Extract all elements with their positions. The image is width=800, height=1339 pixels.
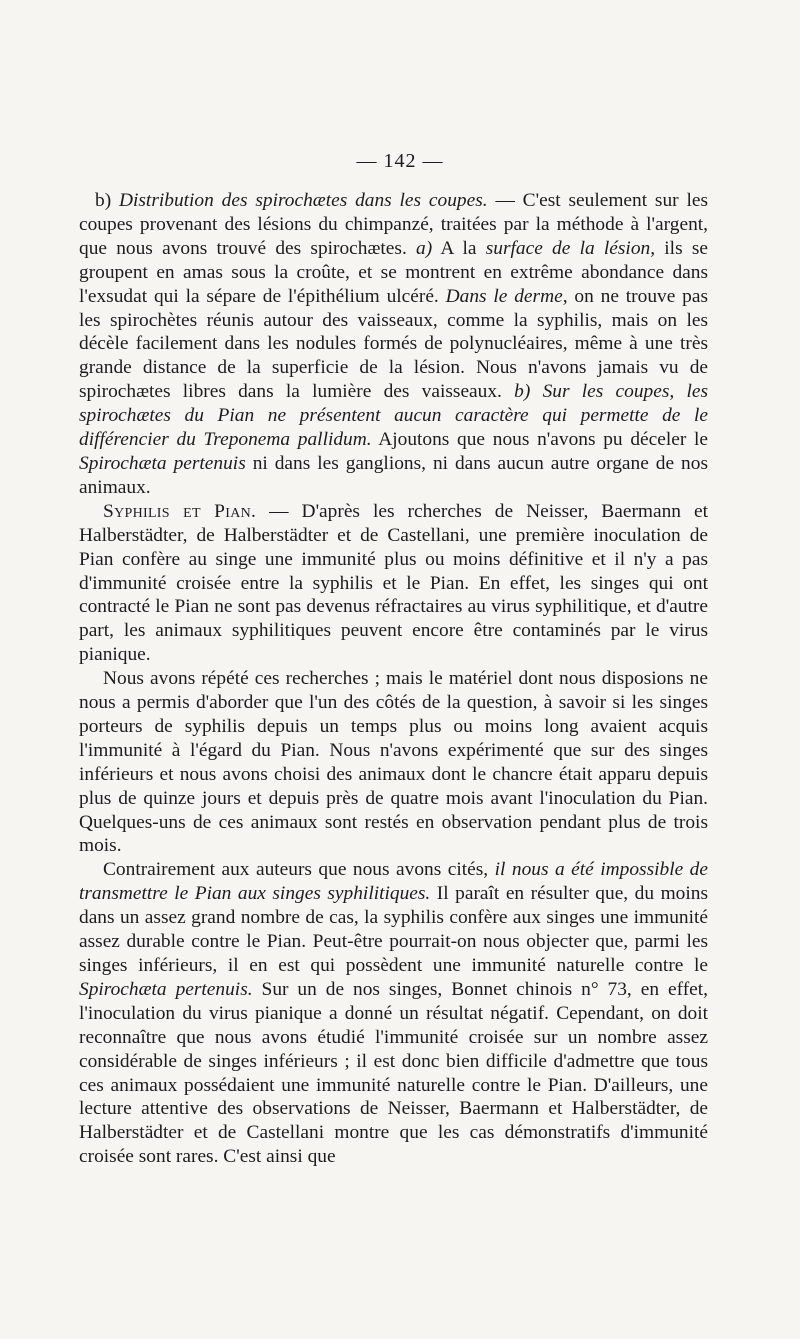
emphasis-spirochaeta: Spirochæta pertenuis [79,452,246,474]
page-number: — 142 — [356,150,444,172]
text-run: Il paraît en résulter que, du moins dans un assez grand nombre de cas, la syphilis confère aux singes une immunité assez durable contre le Pian. Peut-être pourrait-on nous objecter que, parmi les singes inférieurs, il en est qui possèdent une immunité naturelle contre le [79,883,708,976]
text-run: Ajoutons que nous n'avons pu déceler le [371,429,708,451]
emphasis-impossible: il nous a été impossible de transmettre le Pian aux singes syphilitiques. [79,859,708,905]
text-run: — C'est seulement sur les coupes provenant des lésions du chimpanzé, traitées par la méthode à l'argent, que nous avons trouvé des spirochætes. [79,190,708,259]
text-run: on ne trouve pas les spirochètes réunis autour des vaisseaux, comme la syphilis, mais on les décèle facilement dans les nodules formés de polynucléaires, même à une très grande distance de la superficie de la lésion. Nous n'avons jamais vu de spirochætes libres dans la lumière des vaisseaux. [79,285,709,403]
section-heading-distribution: Distribution des spirochætes dans les coupes. [119,190,488,211]
paragraph-contrairement [79,858,708,1169]
text-run: Contrairement aux auteurs que nous avons cités, [103,859,495,881]
body-text [79,189,708,1169]
text-run: — D'après les rcherches de Neisser, Baermann et Halberstädter, de Halberstädter et de Castellani, une première inoculation de Pian confère au singe une immunité plus ou moins définitive et il n'y a pas d'immunité croisée entre la syphilis et le Pian. En effet, les singes qui ont contracté le Pian ne sont pas devenus réfractaires au virus syphilitique, et d'autre part, les animaux syphilitiques peuvent encore être contaminés par le virus pianique. [79,500,708,666]
item-label-b: b) [95,190,112,211]
emphasis-derme: Dans le derme, [445,285,568,307]
emphasis-coupes: Sur les coupes, les spirochætes du Pian ne présentent aucun caractère qui permette de le différencier du Treponema pallidum. [79,381,708,451]
text-run: ils se groupent en amas sous la croûte, et se montrent en extrême abondance dans l'exsudat qui la sépare de l'épithélium ulcéré. [79,237,708,307]
paragraph-recherches: Nous avons répété ces recherches ; mais le matériel dont nous disposions ne nous a permis d'aborder que l'un des côtés de la question, à savoir si les singes porteurs de syphilis depuis un temps plus ou moins long avaient acquis l'immunité à l'égard du Pian. Nous n'avons expérimenté que sur des singes inférieurs et nous avons choisi des animaux dont le chancre était apparu depuis plus de quinze jours et depuis près de quatre mois avant l'inoculation du Pian. Quelques-uns de ces animaux sont restés en observation pendant plus de trois mois. [79,668,708,857]
text-run: A la [432,237,486,259]
emphasis-surface: surface de la lésion, [485,237,656,259]
text-run: ni dans les ganglions, ni dans aucun autre organe de nos animaux. [79,452,708,498]
section-heading-syphilis-pian: Syphilis et Pian. [103,500,257,522]
paragraph-spirochaetes-distribution [79,189,708,500]
item-label-b2: b) [514,381,531,403]
emphasis-spirochaeta-pertenuis: Spirochæta pertenuis. [79,978,253,1000]
item-label-a: a) [416,237,433,259]
text-run: Sur un de nos singes, Bonnet chinois n° 73, en effet, l'inoculation du virus pianique a donné un résultat négatif. Cependant, on doit reconnaître que nous avons étudié l'immunité croisée sur un nombre assez considérable de singes inférieurs ; il est donc bien difficile d'admettre que tous ces animaux possédaient une immunité naturelle contre le Pian. D'ailleurs, une lecture attentive des observations de Neisser, Baermann et Halberstädter, de Halberstädter et de Castellani montre que les cas démonstratifs d'immunité croisée sont rares. C'est ainsi que [79,978,708,1168]
paragraph-syphilis-pian [79,500,708,667]
